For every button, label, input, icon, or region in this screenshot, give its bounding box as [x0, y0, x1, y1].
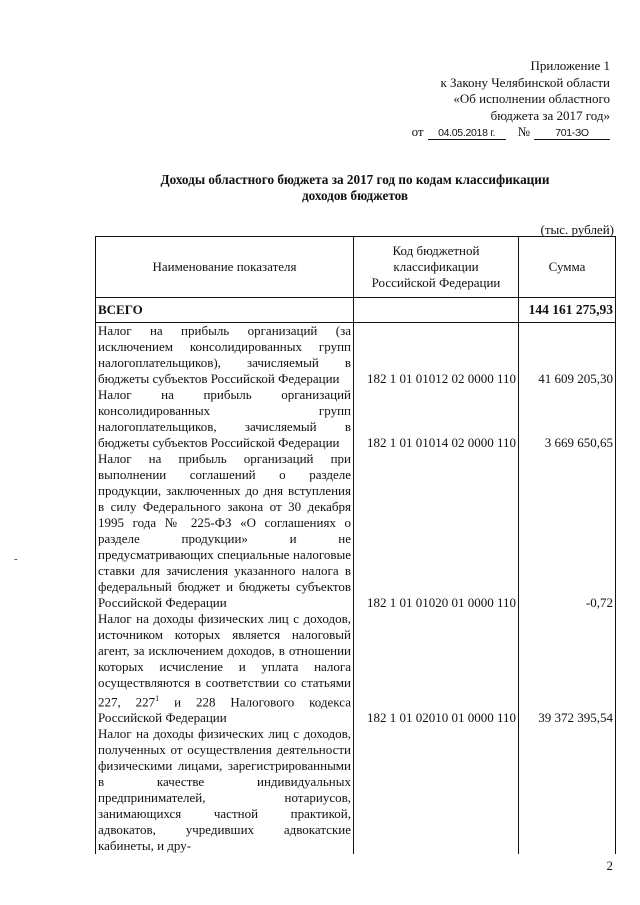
- table-header-row: [96, 237, 616, 298]
- row-code: 182 1 01 01020 01 0000 110: [354, 451, 519, 611]
- row-amount: 3 669 650,65: [519, 387, 616, 451]
- header-name: Наименование показателя: [96, 237, 354, 298]
- appendix-line: Приложение 1: [530, 58, 610, 73]
- law-date-number-line: [412, 124, 610, 141]
- units-label: (тыс. рублей): [540, 222, 614, 237]
- number-label: №: [517, 124, 530, 139]
- table-row: [96, 451, 616, 611]
- row-code: 182 1 01 01012 02 0000 110: [354, 323, 519, 388]
- row-code: 182 1 01 01014 02 0000 110: [354, 387, 519, 451]
- row-amount: -0,72: [519, 451, 616, 611]
- row-code: [354, 726, 519, 854]
- table-row: [96, 726, 616, 854]
- row-name: Налог на прибыль организаций при выполнении соглашений о разделе продукции, заключенных до дня вступления в силу Федерального закона от 30 декабря 1995 года № 225-ФЗ «О соглашениях о разделе продукции» и не предусматривающих специальные налоговые ставки для зачисления указанного налога в федеральный бюджет и бюджеты субъектов Российской Федерации: [96, 451, 354, 611]
- title-line: Доходы областного бюджета за 2017 год по кодам классификации: [160, 172, 550, 187]
- header-code: Код бюджетной классификации Российской Федерации: [354, 237, 519, 298]
- law-number: 701-ЗО: [534, 127, 610, 140]
- row-name-superscript: 1: [155, 694, 160, 703]
- row-name: [96, 611, 354, 726]
- from-label: от: [411, 124, 424, 139]
- row-amount: 41 609 205,30: [519, 323, 616, 388]
- row-name-part: Налог на доходы физических лиц с доходов, источником которых является налоговый агент, за исключением доходов, в отношении которых исчисление и уплата налога осуществляются в соответствии со статьями 227, 227: [98, 611, 351, 710]
- total-code: [354, 298, 519, 323]
- page-number: 2: [606, 858, 613, 873]
- total-name: ВСЕГО: [96, 298, 354, 323]
- table-row: [96, 323, 616, 388]
- row-code: 182 1 01 02010 01 0000 110: [354, 611, 519, 726]
- appendix-line: бюджета за 2017 год»: [490, 107, 610, 123]
- table-row: [96, 387, 616, 451]
- total-row: [96, 298, 616, 323]
- row-name: Налог на доходы физических лиц с доходов, полученных от осуществления деятельности физическими лицами, зарегистрированными в качестве индивидуальных предпринимателей, нотариусов, занимающихся частной практикой, адвокатов, учредивших адвокатские кабинеты, и дру-: [96, 726, 354, 854]
- row-amount: 39 372 395,54: [519, 611, 616, 726]
- appendix-header: [412, 58, 610, 141]
- revenue-table: [95, 236, 616, 854]
- appendix-line: «Об исполнении областного: [453, 91, 610, 106]
- title-line: доходов бюджетов: [301, 188, 409, 203]
- total-amount: 144 161 275,93: [519, 298, 616, 323]
- document-title: [60, 172, 640, 204]
- margin-mark: -: [14, 553, 18, 565]
- header-amount: Сумма: [519, 237, 616, 298]
- appendix-line: к Закону Челябинской области: [440, 74, 610, 90]
- law-date: 04.05.2018 г.: [428, 127, 506, 140]
- row-name: Налог на прибыль организаций (за исключением консолидированных групп налогоплательщиков), зачисляемый в бюджеты субъектов Российской Федерации: [96, 323, 354, 388]
- table-row: [96, 611, 616, 726]
- row-name-part: и 228 Налогового кодекса Российской Федерации: [98, 694, 351, 726]
- row-name: Налог на прибыль организаций консолидированных групп налогоплательщиков, зачисляемый в бюджеты субъектов Российской Федерации: [96, 387, 354, 451]
- row-amount: [519, 726, 616, 854]
